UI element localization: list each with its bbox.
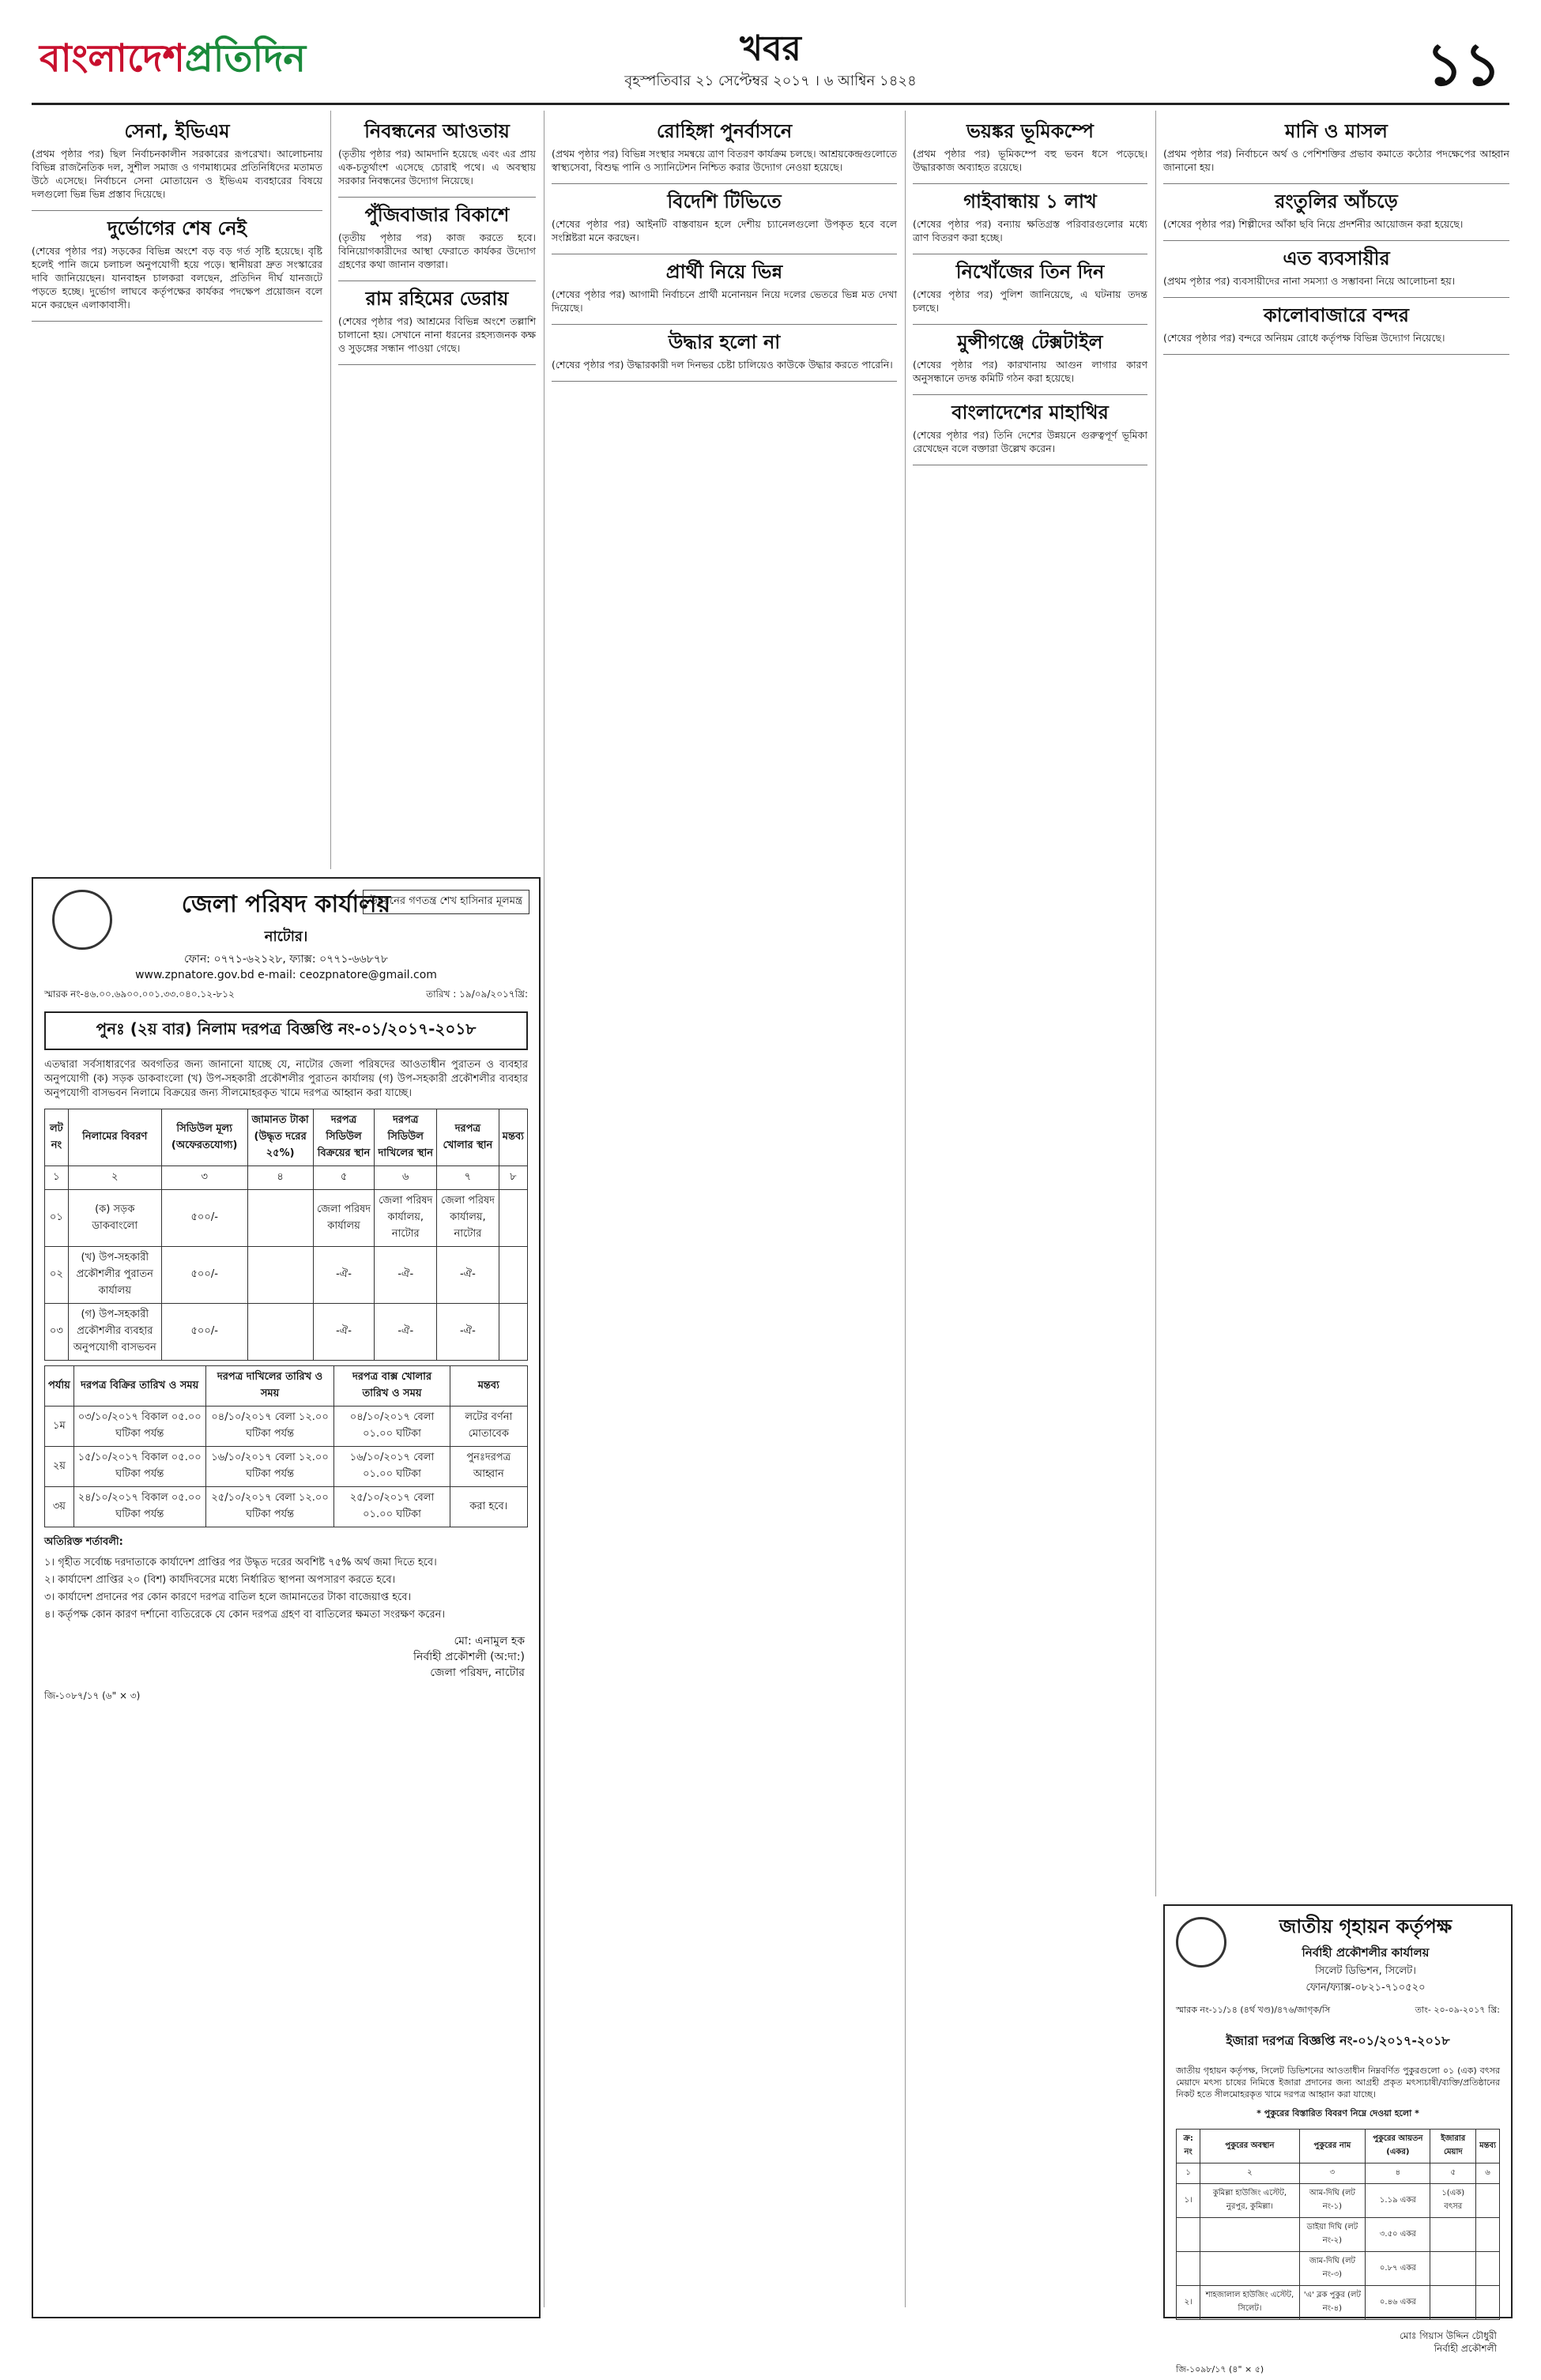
article-headline: কালোবাজারে বন্দর [1263,304,1409,326]
table-cell [499,1190,527,1247]
article-headline: মুন্সীগঞ্জে টেক্সটাইল [957,331,1103,353]
memo-date: তাং- ২০-০৯-২০১৭ খ্রি: [1415,2005,1500,2015]
table-cell [1476,2184,1500,2218]
table-cell: ২ [1200,2163,1299,2184]
article [32,120,322,211]
article-headline: মানি ও মাসল [1285,120,1388,142]
table-cell [1430,2252,1476,2286]
article-headline: নিবন্ধনের আওতায় [364,120,510,142]
article [552,190,897,254]
table-cell: করা হবে। [450,1487,527,1527]
org-name: জাতীয় গৃহায়ন কর্তৃপক্ষ [1279,1915,1452,1938]
table-cell [1476,2252,1500,2286]
article-body: (শেষের পৃষ্ঠার পর) কারখানায় আগুন লাগার কারণ অনুসন্ধানে তদন্ত কমিটি গঠন করা হয়েছে। [913,359,1147,384]
signer-title: নির্বাহী প্রকৌশলী (অ:দা:) [413,1651,525,1663]
table-cell: ৪ [1366,2163,1430,2184]
article [552,331,897,382]
table-cell: ০১ [45,1190,69,1247]
table-cell: ১(এক) বৎসর [1430,2184,1476,2218]
article [1163,120,1509,184]
article-body: (প্রথম পৃষ্ঠার পর) ব্যবসায়ীদের নানা সমস্যা ও সম্ভাবনা নিয়ে আলোচনা হয়। [1163,275,1456,287]
table-cell: ৩ [161,1166,247,1190]
reference-line [1165,2000,1511,2021]
government-seal-icon [52,890,112,950]
tender-notice-zila-parishad [32,877,541,2318]
article-body: (শেষের পৃষ্ঠার পর) তিনি দেশের উন্নয়নে গুরুত্বপূর্ণ ভূমিকা রেখেছেন বলে বক্তারা উল্লেখ করেন। [913,429,1147,454]
table-cell: ২য় [45,1447,74,1487]
article-headline: পুঁজিবাজার বিকাশে [364,204,510,226]
gd-number: জি-১০৮৭/১৭ (৬" × ৩) [44,1690,141,1701]
notice-intro: জাতীয় গৃহায়ন কর্তৃপক্ষ, সিলেট ডিভিশনের আওতাধীন নিম্নবর্ণিত পুকুরগুলো ০১ (এক) বৎসর মেয়াদে মৎস্য চাষের নিমিত্তে ইজারা প্রদানের জন্য আগ্রহী প্রকৃত মৎস্যচাষী/ব্যক্তি/প্রতিষ্ঠানের নিকট হতে সীলমোহরকৃত খামে দরপত্র আহ্বান করা যাচ্ছে। [1176,2066,1500,2099]
schedule-table [44,1365,528,1527]
table-cell: ৫০০/- [161,1304,247,1361]
table-cell [1177,2252,1200,2286]
slogan-box: উন্নয়নের গণতন্ত্র শেখ হাসিনার মূলমন্ত্র [363,890,529,914]
table-header-cell: জামানত টাকা (উদ্ধৃত দরের ২৫%) [247,1109,313,1166]
table-cell: ৫০০/- [161,1190,247,1247]
table-cell: ৫০০/- [161,1247,247,1304]
table-cell: ৮ [499,1166,527,1190]
column-rule [905,111,906,2307]
table-cell [1200,2252,1299,2286]
table-cell: ০.৮৭ একর [1366,2252,1430,2286]
term-item: ৩। কার্যাদেশ প্রদানের পর কোন কারণে দরপত্র বাতিল হলে জামানতের টাকা বাজেয়াপ্ত হবে। [44,1591,412,1603]
term-item: ২। কার্যাদেশ প্রাপ্তির ২০ (বিশ) কার্যদিবসের মধ্যে নির্ধারিত স্থাপনা অপসারণ করতে হবে। [44,1574,396,1586]
table-cell: ১৬/১০/২০১৭ বেলা ১২.০০ ঘটিকা পর্যন্ত [205,1447,334,1487]
table-cell: ৩য় [45,1487,74,1527]
table-cell: (ক) সড়ক ডাকবাংলো [68,1190,161,1247]
table-title: * পুকুরের বিস্তারিত বিবরণ নিম্নে দেওয়া হলো * [1257,2108,1419,2118]
table-cell [1476,2286,1500,2320]
table-cell: ০৪/১০/২০১৭ বেলা ০১.০০ ঘটিকা [334,1407,450,1447]
table-cell: ১ম [45,1407,74,1447]
table-header-cell: মন্তব্য [450,1366,527,1407]
article-body: (প্রথম পৃষ্ঠার পর) নির্বাচনে অর্থ ও পেশিশক্তির প্রভাব কমাতে কঠোর পদক্ষেপের আহ্বান জানানো হয়। [1163,148,1509,173]
table-header-cell: দরপত্র দাখিলের তারিখ ও সময় [205,1366,334,1407]
lot-table [44,1109,528,1361]
article [1163,190,1509,241]
dateline: বৃহস্পতিবার ২১ সেপ্টেম্বর ২০১৭ । ৬ আশ্বিন ১৪২৪ [624,73,917,89]
table-row [1177,2286,1500,2320]
table-cell: ৫ [313,1166,375,1190]
office-division: সিলেট ডিভিশন, সিলেট। [1315,1965,1416,1977]
signer-name: মো: এনামুল হক [454,1635,525,1648]
table-cell [1200,2218,1299,2252]
table-header-cell: পুকুরের অবস্থান [1200,2130,1299,2163]
table-cell: ৭ [437,1166,499,1190]
table-cell: (খ) উপ-সহকারী প্রকৌশলীর পুরাতন কার্যালয় [68,1247,161,1304]
article-headline: গাইবান্ধায় ১ লাখ [963,190,1097,213]
table-cell: জেলা পরিষদ কার্যালয় [313,1190,375,1247]
table-cell: কুমিল্লা হাউজিং এস্টেট, নুরপুর, কুমিল্লা। [1200,2184,1299,2218]
article [913,190,1147,254]
column-4 [913,119,1147,2315]
article-body: (শেষের পৃষ্ঠার পর) শিল্পীদের আঁকা ছবি নিয়ে প্রদর্শনীর আয়োজন করা হয়েছে। [1163,218,1464,230]
table-cell: -ঐ- [437,1247,499,1304]
table-cell: ২৪/১০/২০১৭ বিকাল ০৫.০০ ঘটিকা পর্যন্ত [73,1487,205,1527]
table-cell [247,1190,313,1247]
terms-list [33,1553,539,1629]
table-cell: -ঐ- [313,1304,375,1361]
pond-table [1176,2129,1500,2320]
table-row [45,1407,528,1447]
article-headline: বাংলাদেশের মাহাথির [951,401,1109,424]
article [552,120,897,184]
table-row [45,1247,528,1304]
article-body: (শেষের পৃষ্ঠার পর) পুলিশ জানিয়েছে, এ ঘটনায় তদন্ত চলছে। [913,288,1147,314]
table-cell: ২ [68,1166,161,1190]
article-headline: নিখোঁজের তিন দিন [955,261,1105,283]
term-item: ১। গৃহীত সর্বোচ্চ দরদাতাকে কার্যাদেশ প্রাপ্তির পর উদ্ধৃত দরের অবশিষ্ট ৭৫% অর্থ জমা দিতে হবে। [44,1557,437,1568]
term-item: ৪। কর্তৃপক্ষ কোন কারণ দর্শানো ব্যতিরেকে যে কোন দরপত্র গ্রহণ বা বাতিলের ক্ষমতা সংরক্ষণ করেন। [44,1609,446,1621]
table-row [45,1487,528,1527]
article [552,261,897,325]
article-headline: ভয়ঙ্কর ভূমিকম্পে [966,120,1094,142]
table-cell: আম-দিঘি (লট নং-১) [1299,2184,1366,2218]
article-body: (শেষের পৃষ্ঠার পর) বন্দরে অনিয়ম রোধে কর্তৃপক্ষ বিভিন্ন উদ্যোগ নিয়েছে। [1163,332,1445,344]
government-seal-icon [1176,1917,1226,1968]
table-cell: লটের বর্ণনা মোতাবেক [450,1407,527,1447]
article [338,120,536,198]
table-cell: -ঐ- [375,1247,437,1304]
table-cell [499,1247,527,1304]
table-header-cell: মন্তব্য [1476,2130,1500,2163]
gd-number: জি-১০৯৮/১৭ (৪" × ৫) [1176,2364,1264,2374]
article-body: (প্রথম পৃষ্ঠার পর) ছিল নির্বাচনকালীন সরকারের রূপরেখা। আলোচনায় বিভিন্ন রাজনৈতিক দল, সুশীল সমাজ ও গণমাধ্যমের প্রতিনিধিদের মতামত উঠে এসেছে। নির্বাচনে সেনা মোতায়েন ও ইভিএম ব্যবহারের বিষয়ে দলগুলো ভিন্ন ভিন্ন প্রস্তাব দিয়েছে। [32,148,322,200]
article [913,261,1147,325]
memo-number: স্মারক নং-১১/১৪ (৪র্থ খণ্ড)/৪৭৬/জাগৃক/সি [1176,2005,1331,2015]
table-cell: ১ [1177,2163,1200,2184]
article [1163,247,1509,298]
table-cell: ১ [45,1166,69,1190]
table-cell: ৩ [1299,2163,1366,2184]
article-body: (তৃতীয় পৃষ্ঠার পর) আমদানি হয়েছে এবং এর প্রায় এক-চতুর্থাংশ এসেছে চোরাই পথে। এ অবস্থায় সরকার নিবন্ধনের উদ্যোগ নিয়েছে। [338,148,536,186]
article-headline: প্রার্থী নিয়ে ভিন্ন [665,261,783,283]
office-web: www.zpnatore.gov.bd e-mail: ceozpnatore@gmail.com [135,969,437,981]
signer-name: মোঃ গিয়াস উদ্দিন চৌধুরী [1400,2330,1497,2341]
article-body: (শেষের পৃষ্ঠার পর) আশ্রমের বিভিন্ন অংশে তল্লাশি চালানো হয়। সেখানে নানা ধরনের রহস্যজনক কক্ষ ও সুড়ঙ্গের সন্ধান পাওয়া গেছে। [338,315,536,354]
table-cell [247,1304,313,1361]
table-header-cell: ইজারার মেয়াদ [1430,2130,1476,2163]
table-cell: জেলা পরিষদ কার্যালয়, নাটোর [375,1190,437,1247]
table-cell [247,1247,313,1304]
section-title: খবর [740,28,801,69]
table-cell [1177,2218,1200,2252]
table-header-cell: পর্যায় [45,1366,74,1407]
table-cell: ২৫/১০/২০১৭ বেলা ০১.০০ ঘটিকা [334,1487,450,1527]
table-cell: ০৪/১০/২০১৭ বেলা ১২.০০ ঘটিকা পর্যন্ত [205,1407,334,1447]
table-header-cell: দরপত্র বিক্রির তারিখ ও সময় [73,1366,205,1407]
article [32,217,322,322]
article-headline: এত ব্যবসায়ীর [1283,247,1390,269]
logo-part-1: বাংলাদেশ [40,36,185,81]
table-cell: ৬ [375,1166,437,1190]
table-cell: -ঐ- [437,1304,499,1361]
article [913,401,1147,465]
article [338,288,536,365]
table-row [1177,2252,1500,2286]
table-cell: ০.৪৬ একর [1366,2286,1430,2320]
table-cell: পুনঃদরপত্র আহ্বান [450,1447,527,1487]
article-headline: উদ্ধার হলো না [668,331,781,353]
office-phone: ফোন: ০৭৭১-৬২১২৮, ফ্যাক্স: ০৭৭১-৬৬৮৭৮ [183,953,389,966]
signer-title: নির্বাহী প্রকৌশলী [1434,2343,1497,2354]
table-cell: ৬ [1476,2163,1500,2184]
column-3 [552,119,897,2315]
table-cell: (গ) উপ-সহকারী প্রকৌশলীর ব্যবহার অনুপযোগী বাসভবন [68,1304,161,1361]
table-cell [1430,2218,1476,2252]
table-header-cell: দরপত্র খোলার স্থান [437,1109,499,1166]
table-cell [499,1304,527,1361]
table-row [1177,2184,1500,2218]
table-cell: ০২ [45,1247,69,1304]
table-cell: -ঐ- [375,1304,437,1361]
table-cell: ০৩ [45,1304,69,1361]
memo-date: তারিখ : ১৯/০৯/২০১৭খ্রি: [426,989,528,1000]
table-header-cell: নিলামের বিবরণ [68,1109,161,1166]
article-headline: রাম রহিমের ডেরায় [365,288,509,310]
article-headline: রোহিঙ্গা পুনর্বাসনে [656,120,793,142]
table-row [45,1447,528,1487]
office-name: নির্বাহী প্রকৌশলীর কার্যালয় [1302,1945,1430,1960]
table-cell: শাহজালাল হাউজিং এস্টেট, সিলেট। [1200,2286,1299,2320]
notice-title: পুনঃ (২য় বার) নিলাম দরপত্র বিজ্ঞপ্তি নং-০১/২০১৭-২০১৮ [44,1011,528,1050]
table-row [45,1190,528,1247]
memo-number: স্মারক নং-৪৬.০০.৬৯০০.০০১.৩৩.০৪০.১২-৮১২ [44,989,235,1000]
signature-block [1165,2325,1511,2359]
article-headline: রংতুলির আঁচড়ে [1275,190,1398,213]
article-body: (শেষের পৃষ্ঠার পর) উদ্ধারকারী দল দিনভর চেষ্টা চালিয়েও কাউকে উদ্ধার করতে পারেনি। [552,359,893,371]
column-rule [330,111,331,869]
article-body: (প্রথম পৃষ্ঠার পর) বিভিন্ন সংস্থার সমন্বয়ে ত্রাণ বিতরণ কার্যক্রম চলছে। আশ্রয়কেন্দ্রগুলোতে স্বাস্থ্যসেবা, বিশুদ্ধ পানি ও স্যানিটেশন নিশ্চিত করার উদ্যোগ নেওয়া হয়েছে। [552,148,897,173]
table-cell: ০৩/১০/২০১৭ বিকাল ০৫.০০ ঘটিকা পর্যন্ত [73,1407,205,1447]
article-body: (তৃতীয় পৃষ্ঠার পর) কাজ করতে হবে। বিনিয়োগকারীদের আস্থা ফেরাতে কার্যকর উদ্যোগ গ্রহণের কথা জানান বক্তারা। [338,232,536,270]
table-header-cell: লট নং [45,1109,69,1166]
article [1163,304,1509,355]
table-cell: ১.১৯ একর [1366,2184,1430,2218]
column-rule [1155,111,1156,1896]
table-cell [1476,2218,1500,2252]
table-row [45,1166,528,1190]
table-header-cell: দরপত্র বাক্স খোলার তারিখ ও সময় [334,1366,450,1407]
table-cell [1430,2286,1476,2320]
table-header-cell: দরপত্র সিডিউল দাখিলের স্থান [375,1109,437,1166]
table-header-cell: সিডিউল মূল্য (অফেরতযোগ্য) [161,1109,247,1166]
lease-notice-housing-authority [1163,1904,1513,2374]
page-number: ১১ [1425,31,1501,99]
article [913,120,1147,184]
terms-title: অতিরিক্ত শর্তাবলী: [44,1536,123,1548]
article-headline: বিদেশি টিভিতে [667,190,782,213]
notice-intro: এতদ্বারা সর্বসাধারণের অবগতির জন্য জানানো যাচ্ছে যে, নাটোর জেলা পরিষদের আওতাধীন পুরাতন ও ব্যবহার অনুপযোগী (ক) সড়ক ডাকবাংলো (খ) উপ-সহকারী প্রকৌশলীর পুরাতন কার্যালয় (গ) উপ-সহকারী প্রকৌশলীর ব্যবহার অনুপযোগী বাসভবন নিলামে বিক্রয়ের জন্য সীলমোহরকৃত খামে দরপত্র আহ্বান করা যাচ্ছে। [44,1059,528,1099]
signer-office: জেলা পরিষদ, নাটোর [430,1666,525,1679]
office-district: নাটোর। [264,928,308,945]
article-body: (শেষের পৃষ্ঠার পর) আইনটি বাস্তবায়ন হলে দেশীয় চ্যানেলগুলো উপকৃত হবে বলে সংশ্লিষ্টরা মনে করছেন। [552,218,897,243]
masthead [32,16,1509,105]
article-body: (প্রথম পৃষ্ঠার পর) ভূমিকম্পে বহু ভবন ধসে পড়েছে। উদ্ধারকাজ অব্যাহত রয়েছে। [913,148,1147,173]
table-cell: ২৫/১০/২০১৭ বেলা ১২.০০ ঘটিকা পর্যন্ত [205,1487,334,1527]
column-1 [32,119,322,869]
table-header-cell: দরপত্র সিডিউল বিক্রয়ের স্থান [313,1109,375,1166]
column-5 [1163,119,1509,1896]
table-header-cell: মন্তব্য [499,1109,527,1166]
table-cell: ৪ [247,1166,313,1190]
article-headline: সেনা, ইভিএম [124,120,230,142]
table-cell: ১৫/১০/২০১৭ বিকাল ০৫.০০ ঘটিকা পর্যন্ত [73,1447,205,1487]
table-header-cell: ক্র: নং [1177,2130,1200,2163]
table-row [1177,2163,1500,2184]
table-cell: ৫ [1430,2163,1476,2184]
notice-title: ইজারা দরপত্র বিজ্ঞপ্তি নং-০১/২০১৭-২০১৮ [1226,2033,1450,2048]
table-cell: ১। [1177,2184,1200,2218]
table-cell: ৩.৫০ একর [1366,2218,1430,2252]
table-cell: 'এ' ব্লক পুকুর (লট নং-৪) [1299,2286,1366,2320]
logo-part-2: প্রতিদিন [184,36,307,81]
column-2 [338,119,536,869]
reference-line [33,985,539,1007]
article-body: (শেষের পৃষ্ঠার পর) আগামী নির্বাচনে প্রার্থী মনোনয়ন নিয়ে দলের ভেতরে ভিন্ন মত দেখা দিয়েছে। [552,288,897,314]
office-name: জেলা পরিষদ কার্যালয় [181,891,391,918]
table-row [45,1304,528,1361]
table-cell: ২। [1177,2286,1200,2320]
table-cell: ডাইয়া দিঘি (লট নং-২) [1299,2218,1366,2252]
article [913,331,1147,395]
office-phone: ফোন/ফ্যাক্স-০৮২১-৭১০৫২০ [1306,1982,1426,1994]
table-cell: ১৬/১০/২০১৭ বেলা ০১.০০ ঘটিকা [334,1447,450,1487]
table-header-cell: পুকুরের আয়তন (একর) [1366,2130,1430,2163]
article-body: (শেষের পৃষ্ঠার পর) বন্যায় ক্ষতিগ্রস্ত পরিবারগুলোর মধ্যে ত্রাণ বিতরণ করা হচ্ছে। [913,218,1147,243]
table-header-cell: পুকুরের নাম [1299,2130,1366,2163]
article [338,204,536,281]
table-cell: -ঐ- [313,1247,375,1304]
article-body: (শেষের পৃষ্ঠার পর) সড়কের বিভিন্ন অংশে বড় বড় গর্ত সৃষ্টি হয়েছে। বৃষ্টি হলেই পানি জমে চলাচল অনুপযোগী হয়ে পড়ে। স্থানীয়রা দ্রুত সংস্কারের দাবি জানিয়েছেন। যানবাহন চালকরা বলছেন, প্রতিদিন দীর্ঘ যানজটে পড়তে হচ্ছে। দুর্ভোগ লাঘবে কর্তৃপক্ষের কার্যকর পদক্ষেপ প্রয়োজন বলে মনে করছেন এলাকাবাসী। [32,245,322,311]
table-cell: জেলা পরিষদ কার্যালয়, নাটোর [437,1190,499,1247]
article-headline: দুর্ভোগের শেষ নেই [107,217,247,239]
table-cell: জাম-দিঘি (লট নং-৩) [1299,2252,1366,2286]
signature-block [33,1629,539,1685]
table-row [1177,2218,1500,2252]
